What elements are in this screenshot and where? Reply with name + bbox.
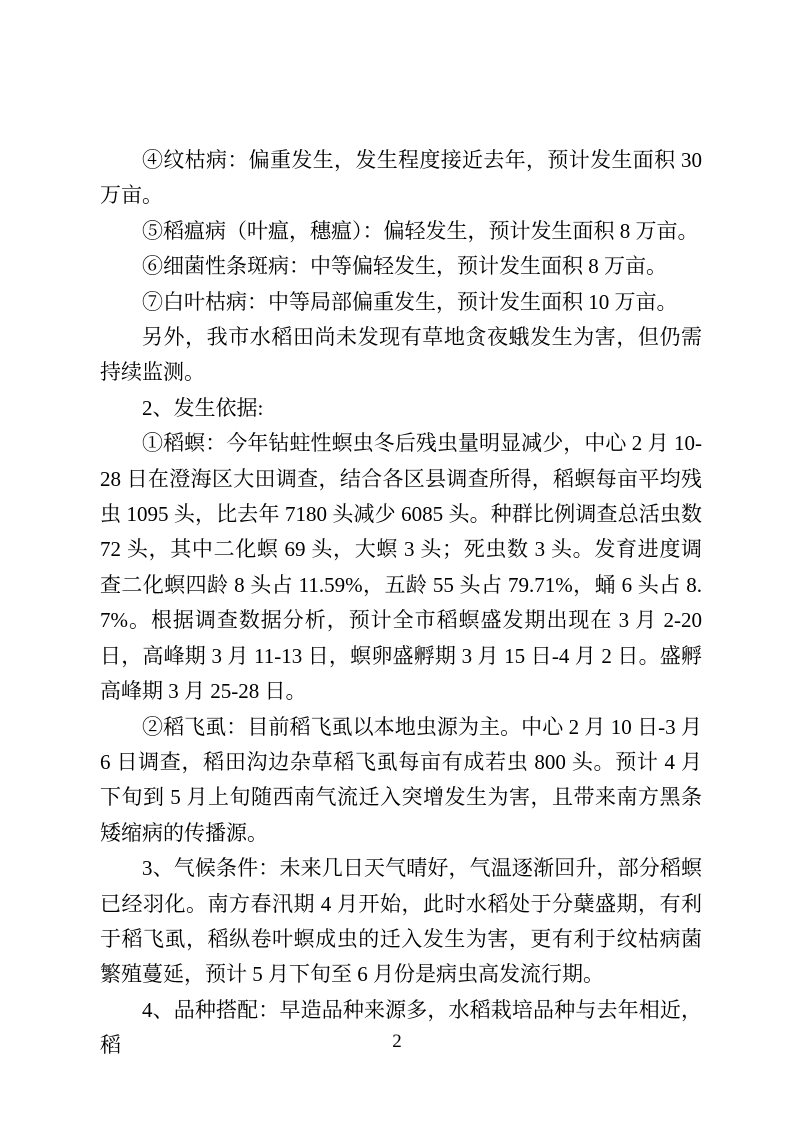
paragraph-fall-armyworm-note: 另外，我市水稻田尚未发现有草地贪夜蛾发生为害，但仍需持续监测。 bbox=[100, 325, 702, 385]
heading-occurrence-basis: 2、发生依据: bbox=[142, 395, 264, 420]
page-number: 2 bbox=[392, 1031, 402, 1052]
paragraph-sheath-blight: ④纹枯病：偏重发生，发生程度接近去年，预计发生面积 30 万亩。 bbox=[100, 148, 702, 208]
paragraph-rice-blast: ⑤稻瘟病（叶瘟，穗瘟）：偏轻发生，预计发生面积 8 万亩。 bbox=[142, 218, 699, 243]
document-body bbox=[100, 143, 702, 1064]
paragraph-variety-mix: 4、品种搭配：早造品种来源多，水稻栽培品种与去年相近，稻 bbox=[100, 997, 702, 1058]
paragraph-bacterial-leaf-blight: ⑦白叶枯病：中等局部偏重发生，预计发生面积 10 万亩。 bbox=[142, 289, 678, 314]
paragraph-climate-conditions: 3、气候条件：未来几日天气晴好，气温逐渐回升，部分稻螟已经羽化。南方春汛期 4 月开始，此时水稻处于分蘖盛期，有利于稻飞虱，稻纵卷叶螟成虫的迁入发生为害，更有利于纹枯病菌繁殖蔓延，预计 5 月下旬至 6 月份是病虫高发流行期。 bbox=[100, 856, 702, 987]
paragraph-rice-stem-borer: ①稻螟：今年钻蛀性螟虫冬后残虫量明显减少，中心 2 月 10-28 日在澄海区大田调查，结合各区县调查所得，稻螟每亩平均残虫 1095 头，比去年 7180 头减少 6085 头。种群比例调查总活虫数 72 头，其中二化螟 69 头，大螟 3 头；死虫数 3 头。发育进度调查二化螟四龄 8 头占 11.59%，五龄 55 头占 79.71%，蛹 6 头占 8.7%。根据调查数据分析，预计全市稻螟盛发期出现在 3 月 2-20 日，高峰期 3 月 11-13 日，螟卵盛孵期 3 月 15 日-4 月 2 日。盛孵高峰期 3 月 25-28 日。 bbox=[100, 431, 702, 704]
paragraph-rice-planthopper: ②稻飞虱：目前稻飞虱以本地虫源为主。中心 2 月 10 日-3 月 6 日调查，稻田沟边杂草稻飞虱每亩有成若虫 800 头。预计 4 月下旬到 5 月上旬随西南气流迁入突增发生为害，且带来南方黑条矮缩病的传播源。 bbox=[100, 714, 702, 845]
paragraph-bacterial-leaf-streak: ⑥细菌性条斑病：中等偏轻发生，预计发生面积 8 万亩。 bbox=[142, 254, 667, 279]
